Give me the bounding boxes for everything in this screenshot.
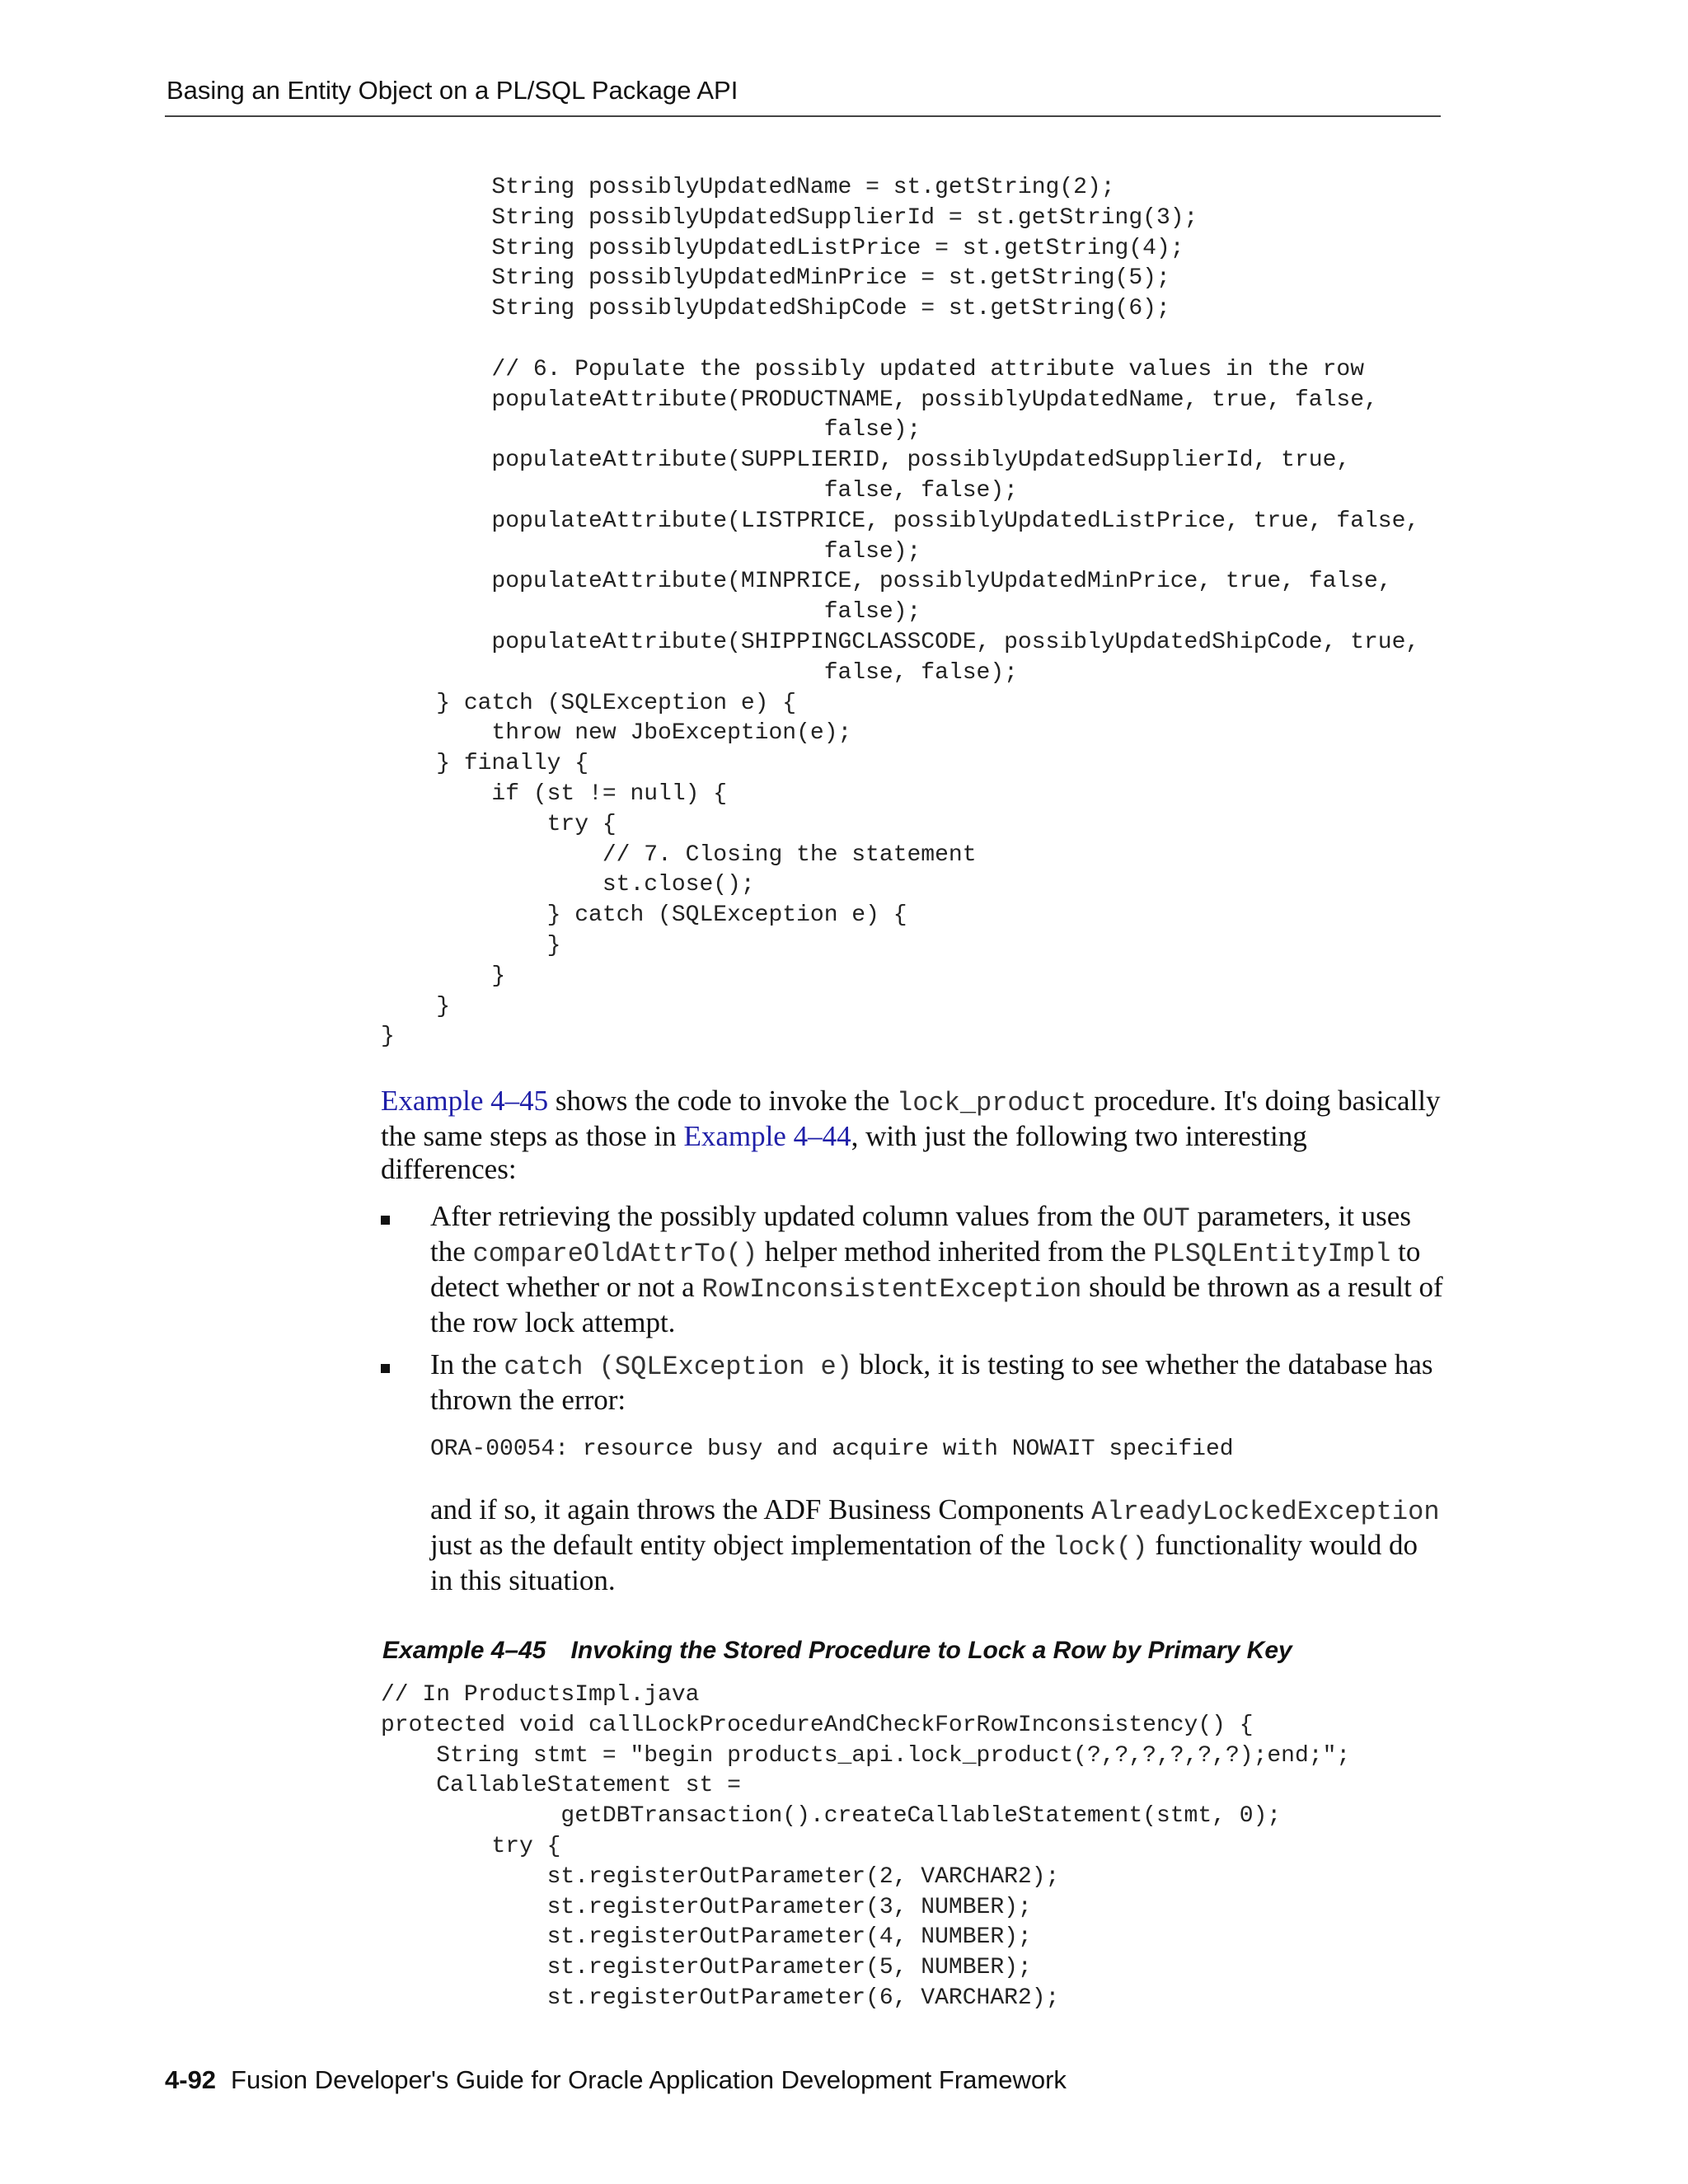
bullet-text: helper method inherited from the — [757, 1235, 1154, 1268]
bullet-item-compare — [430, 1200, 1444, 1339]
code-block-top: String possiblyUpdatedName = st.getString(2); String possiblyUpdatedSupplierId = st.getString(3); String possiblyUpdatedListPrice = st.getString(4); String possiblyUpdatedMinPrice = st.getString(5); String possiblyUpdatedShipCode = st.getString(6); // 6. Populate the possibly updated attribute values in the row populateAttribute(PRODUCTNAME, possiblyUpdatedName, true, false, false); populateAttribute(SUPPLIERID, possiblyUpdatedSupplierId, true, false, false); populateAttribute(LISTPRICE, possiblyUpdatedListPrice, true, false, false); populateAttribute(MINPRICE, possiblyUpdatedMinPrice, true, false, false); populateAttribute(SHIPPINGCLASSCODE, possiblyUpdatedShipCode, true, false, false); } catch (SQLException e) { throw new JboException(e); } finally { if (st != null) { try { // 7. Closing the statement st.close(); } catch (SQLException e) { } } } } — [381, 175, 1420, 1050]
intro-text-1: shows the code to invoke the — [548, 1085, 897, 1117]
code-block-bottom: // In ProductsImpl.java protected void callLockProcedureAndCheckForRowInconsistency() { String stmt = "begin products_api.lock_product(?,?,?,?,?,?);end;"; CallableStatement st = getDBTransaction().createCallableStatement(stmt, 0); try { st.registerOutParameter(2, VARCHAR2); st.registerOutParameter(3, NUMBER); st.registerOutParameter(4, NUMBER); st.registerOutParameter(5, NUMBER); st.registerOutParameter(6, VARCHAR2); — [381, 1682, 1351, 2011]
inline-code-lock-product: lock_product — [897, 1088, 1087, 1118]
inline-code: catch (SQLException e) — [504, 1352, 852, 1382]
bullet-text: block, it is testing to see whether the database has thrown the error: — [430, 1348, 1433, 1416]
bullet-square-icon — [381, 1216, 390, 1225]
bullet-text: After retrieving the possibly updated column values from the — [430, 1200, 1143, 1232]
example-4-44-link[interactable]: Example 4–44 — [683, 1120, 851, 1152]
bullet-text: parameters, it uses the — [430, 1200, 1411, 1268]
bullet-text: In the — [430, 1348, 504, 1380]
continuation-text: and if so, it again throws the ADF Business Components — [430, 1493, 1092, 1526]
page-number: 4-92 — [165, 2065, 217, 2094]
continuation-text: just as the default entity object implementation of the — [430, 1529, 1053, 1561]
inline-code: compareOldAttrTo() — [472, 1239, 758, 1269]
continuation-text: functionality would do in this situation. — [430, 1529, 1418, 1596]
intro-paragraph — [381, 1085, 1444, 1186]
inline-code: AlreadyLockedException — [1091, 1497, 1440, 1527]
bullet-square-icon — [381, 1364, 390, 1373]
example-4-45-link[interactable]: Example 4–45 — [381, 1085, 549, 1117]
example-caption — [382, 1637, 1292, 1665]
inline-code: RowInconsistentException — [701, 1274, 1082, 1305]
continuation-paragraph — [430, 1493, 1444, 1597]
bullet-text: to detect whether or not a — [430, 1235, 1421, 1303]
running-header: Basing an Entity Object on a PL/SQL Package API — [166, 76, 738, 105]
intro-text-2: procedure. It's doing basically the same steps as those in — [381, 1085, 1441, 1152]
header-divider — [165, 115, 1441, 117]
bullet-item-catch — [430, 1348, 1444, 1417]
page-footer — [165, 2065, 1067, 2095]
inline-code: lock() — [1053, 1532, 1148, 1563]
bullet-text: should be thrown as a result of the row lock attempt. — [430, 1271, 1443, 1338]
book-title: Fusion Developer's Guide for Oracle Application Development Framework — [231, 2065, 1067, 2094]
error-code-block: ORA-00054: resource busy and acquire with NOWAIT specified — [430, 1436, 1234, 1462]
intro-text-3: , with just the following two interesting differences: — [381, 1120, 1307, 1185]
example-number: Example 4–45 — [382, 1637, 546, 1664]
inline-code: OUT — [1142, 1203, 1190, 1234]
example-title: Invoking the Stored Procedure to Lock a Row by Primary Key — [570, 1637, 1292, 1664]
inline-code: PLSQLEntityImpl — [1153, 1239, 1391, 1269]
